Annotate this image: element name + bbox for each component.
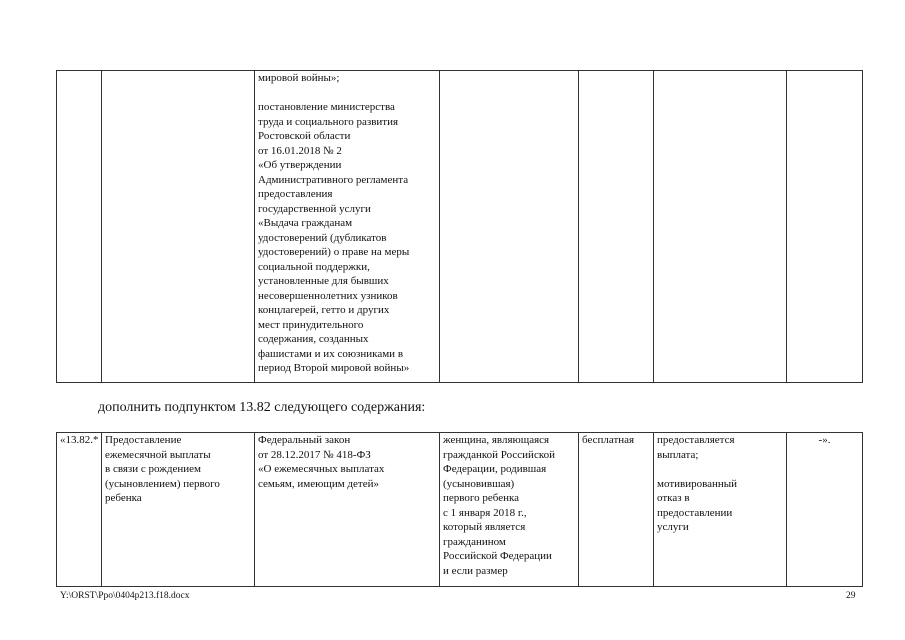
cell-legal-basis: Федеральный закон от 28.12.2017 № 418-ФЗ «О ежемесячных выплатах семьям, имеющим детей» xyxy=(255,433,440,587)
cell-number: «13.82.* xyxy=(57,433,102,587)
cell-service-name xyxy=(102,71,255,383)
cell-result: предоставляется выплата; мотивированный отказ в предоставлении услуги xyxy=(654,433,787,587)
cell-cost: бесплатная xyxy=(579,433,654,587)
cell-number xyxy=(57,71,102,383)
cell-notes: -». xyxy=(787,433,863,587)
section-heading: дополнить подпунктом 13.82 следующего содержания: xyxy=(98,400,426,415)
table-row xyxy=(57,433,863,587)
cell-service-name: Предоставление ежемесячной выплаты в связи с рождением (усыновлением) первого ребенка xyxy=(102,433,255,587)
footer-page-number: 29 xyxy=(846,591,856,601)
cell-result xyxy=(654,71,787,383)
cell-legal-basis: мировой войны»; постановление министерства труда и социального развития Ростовской области от 16.01.2018 № 2 «Об утверждении Административного регламента предоставления государственной услуги «Выдача гражданам удостоверений (дубликатов удостоверений) о праве на меры социальной поддержки, установленные для бывших несовершеннолетних узников концлагерей, гетто и других мест принудительного содержания, созданных фашистами и их союзниками в период Второй мировой войны» xyxy=(255,71,440,383)
footer-file-path: Y:\ORST\Ppo\0404p213.f18.docx xyxy=(60,591,190,601)
subitem-table xyxy=(56,432,863,587)
cell-notes xyxy=(787,71,863,383)
table-row xyxy=(57,71,863,383)
continuation-table xyxy=(56,70,863,383)
cell-recipients: женщина, являющаяся гражданкой Российской Федерации, родившая (усыновившая) первого ребенка с 1 января 2018 г., который является гражданином Российской Федерации и если размер xyxy=(440,433,579,587)
cell-recipients xyxy=(440,71,579,383)
cell-cost xyxy=(579,71,654,383)
